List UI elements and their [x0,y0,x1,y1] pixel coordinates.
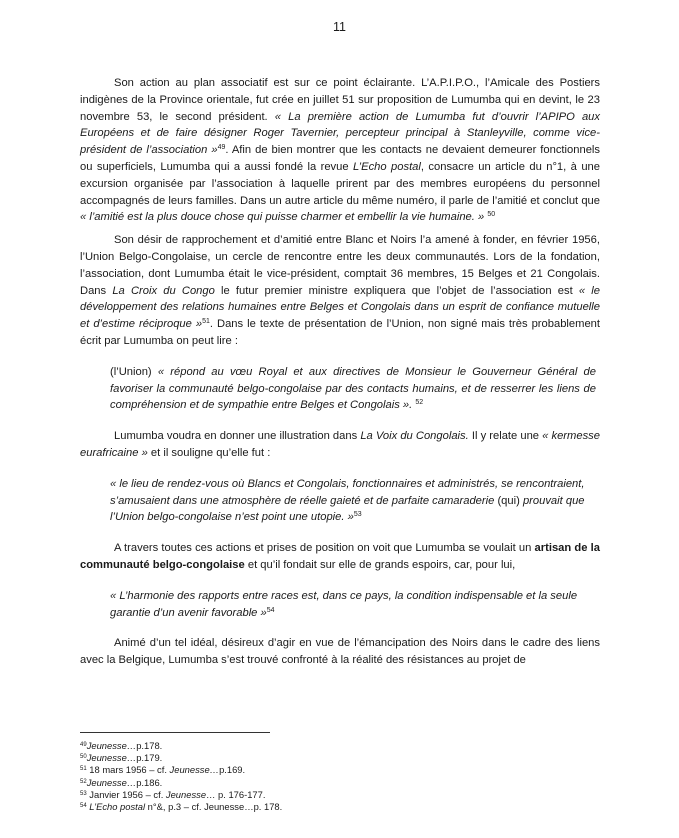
paragraph-2: Son désir de rapprochement et d’amitié entre Blanc et Noirs l’a amené à fonder, en février 1956, l’Union Belgo-Congolaise, un cercle de rencontre entre les deux communautés. Lors de la fondation, l’association, dont Lumumba était le vice-président, comptait 36 membres, 15 Belges et 21 Congolais. Dans La Croix du Congo le futur premier ministre expliquera que l’objet de l’association est « le développement des relations humaines entre Belges et Congolais dans un esprit de confiance mutuelle et d’estime réciproque »$^{51}$. Dans le texte de présentation de l’Union, non signé mais très probablement écrit par Lumumba on peut lire : [80,234,600,347]
footnote-ref-51[interactable]: 51 [202,318,210,326]
footnote-49: $^{49}$Jeunesse…p.178. [80,740,163,751]
quote-kermesse: « le lieu de rendez-vous où Blancs et Congolais, fonctionnaires et administrés, se rencontraient, s’amusaient dans une atmosphère de réelle gaieté et de parfaite camaraderie (qui) prouvait que l’Union belgo-congolaise n’est point une utopie. »$^{53}$ [110,477,585,524]
footnote-ref-53[interactable]: 53 [353,511,362,519]
main-text [80,75,600,669]
footnote-53: $^{53}$ Janvier 1956 – cf. Jeunesse… p. 176-177. [80,788,266,800]
footnotes [80,740,580,813]
page-number: 11 [333,20,346,34]
footnote-ref-49[interactable]: 49 [217,144,226,152]
footnote-51: $^{51}$ 18 mars 1956 – cf. Jeunesse…p.169. [80,764,246,776]
paragraph-5: Animé d’un tel idéal, désireux d’agir en vue de l’émancipation des Noirs dans le cadre des liens avec la Belgique, Lumumba s’est trouvé confronté à la réalité des résistances au projet de [80,637,600,667]
quote-harmonie: « L’harmonie des rapports entre races est, dans ce pays, la condition indispensable et la seule garantie d’un avenir favorable »$^{54}$ [110,589,578,619]
footnote-ref-52[interactable]: 52 [415,399,424,407]
paragraph-1: Son action au plan associatif est sur ce point éclairante. L’A.P.I.P.O., l’Amicale des Postiers indigènes de la Province orientale, fut crée en juillet 51 sur proposition de Lumumba qui en devint, le 23 novembre 53, le second président. « La première action de Lumumba fut d’ouvrir l’APIPO aux Européens et de faire désigner Roger Tavernier, percepteur principal à Stanleyville, comme vice-président de l’association »$^{49}$. Afin de bien montrer que les contacts ne devaient demeurer fonctionnels ou superficiels, Lumumba qui a aussi fondé la revue L’Echo postal, consacre un article du n°1, à une excursion organisée par l’association à laquelle prirent par des membres européens du personnel accompagnés de leurs familles. Dans un autre article du même numéro, il parle de l’amitié et conclut que « l’amitié est la plus douce chose qui puisse charmer et embellir la vie humaine. » $^{50}$ [80,77,601,224]
footnote-separator [80,732,270,733]
quote-union: (l’Union) « répond au vœu Royal et aux directives de Monsieur le Gouverneur Général de favoriser la communauté belgo-congolaise par des contacts humains, et de resserrer les liens de compréhension et de sympathie entre Belges et Congolais ». $^{52}$ [110,365,596,412]
footnote-54: $^{54}$ L’Echo postal n°&, p.3 – cf. Jeunesse…p. 178. [80,801,283,813]
footnote-ref-50[interactable]: 50 [487,211,496,219]
paragraph-4: A travers toutes ces actions et prises de position on voit que Lumumba se voulait un artisan de la communauté belgo-congolaise et qu’il fondait sur elle de grands espoirs, car, pour lui, [80,542,600,571]
footnote-ref-54[interactable]: 54 [266,606,275,614]
paragraph-3: Lumumba voudra en donner une illustration dans La Voix du Congolais. Il y relate une « kermesse eurafricaine » et il souligne qu’elle fut : [80,430,600,459]
footnote-52: $^{52}$Jeunesse…p.186. [80,776,163,788]
footnote-50: $^{50}$Jeunesse…p.179. [80,752,163,764]
